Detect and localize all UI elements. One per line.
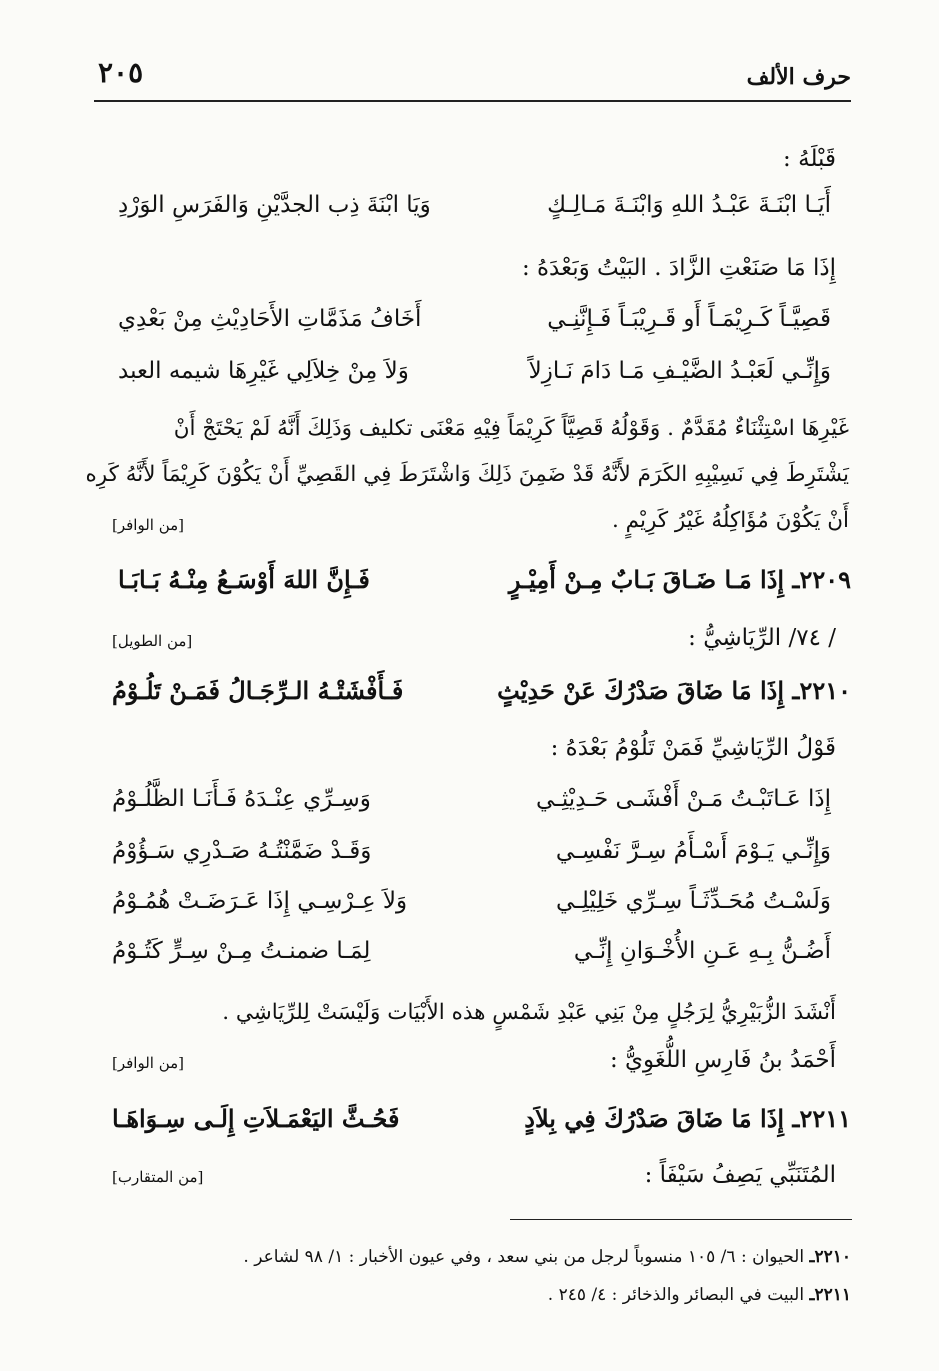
verse-second-half: لِمَـا ضمنـتُ مِـنْ سِـرٍّ كَتُـوْمُ — [112, 938, 371, 964]
poet-name: المُتَنَبِّي يَصِفُ سَيْفَاً : — [644, 1162, 836, 1188]
poet-name: أَحْمَدُ بنُ فَارِسِ اللُّغَوِيُّ : — [609, 1047, 836, 1073]
header-rule — [94, 100, 851, 102]
section-title: حرف الألف — [746, 64, 851, 90]
verse-first-half: أَضُـنُّ بِـهِ عَـنِ الأُخْـوَانِ إِنِّـي — [573, 938, 831, 964]
numbered-verse-first-half: ٢٢١٠ـ إِذَا مَا ضَاقَ صَدْرُكَ عَنْ حَدِيْثٍ — [497, 676, 851, 705]
numbered-verse-second-half: فَـأَفْشَتْـهُ الـرِّجَـالُ فَمَـنْ تَلُـوْمُ — [112, 676, 404, 705]
meter-label: [من الوافر] — [112, 1054, 185, 1072]
verse-first-half: قَصِيَّـاً كَـرِيْمَـاً أَو قَـرِيْبَـاً فَـإِنَّنِـي — [547, 306, 831, 332]
numbered-verse-first-half: ٢٢١١ـ إِذَا مَا ضَاقَ صَدْرُكَ فِي بِلاَدٍ — [524, 1104, 851, 1133]
paragraph-line: غَيْرِهَا اسْتِثْنَاءٌ مُقَدَّمٌ . وَقَوْلُهُ قَصِيَّاً كَرِيْمَاً فِيْهِ مَعْنَى تكليف وَذَلِكَ أَنَّهُ لَمْ يَحْتَجْ أَنْ — [173, 416, 849, 441]
verse-second-half: وَيَا ابْنَةَ ذِب الجدَّيْنِ وَالفَرَسِ الوَرْدِ — [118, 192, 431, 218]
verse-first-half: أَيَـا ابْنَـةَ عَبْـدُ اللهِ وَابْنَـةَ مَـالِـكٍ — [547, 192, 831, 218]
verse-first-half: وَلَسْـتُ مُحَـدِّثَـاً سِـرِّي خَلِيْلِـي — [555, 888, 831, 914]
numbered-verse-second-half: فَـإِنَّ اللهَ أَوْسَـعُ مِنْـهُ بَـابَـا — [118, 565, 370, 594]
footnote-rule — [510, 1219, 852, 1220]
verse-second-half: وَلاَ عِـرْسِـي إِذَا عَـرَضَـتْ هُمُـوْمُ — [112, 888, 408, 914]
footnote-text: الحيوان : ٦/ ١٠٥ منسوباً لرجل من بني سعد ، وفي عيون الأخبار : ١/ ٩٨ لشاعر . — [243, 1247, 805, 1267]
paragraph-line: يَشْتَرِطَ فِي نَسِيْبِهِ الكَرَمَ لأَنَّهُ قَدْ ضَمِنَ ذَلِكَ وَاشْتَرَطَ فِي القَصِيِّ أَنْ يَكُوْنَ كَرِيْمَاً لأَنَّهُ كَرِه — [85, 462, 849, 487]
meter-label: [من الطويل] — [112, 632, 193, 650]
verse-second-half: وَقَـدْ ضَمَّنْتُـهُ صَـدْرِي سَـؤُوْمُ — [112, 838, 372, 864]
verse-first-half: وَإِنِّـي لَعَبْـدُ الضَّيْـفِ مَـا دَامَ نَـازِلاً — [528, 358, 831, 384]
poet-name: / ٧٤/ الرِّيَاشِيُّ : — [688, 625, 836, 651]
verse-first-half: وَإِنِّـي يَـوْمَ أَسْـأَمُ سِـرَّ نَفْسِـي — [555, 838, 831, 864]
text-line: قَوْلُ الرِّيَاشِيِّ فَمَنْ تَلُوْمُ بَعْدَهُ : — [550, 735, 836, 761]
meter-label: [من الوافر] — [112, 516, 185, 534]
numbered-verse-first-half: ٢٢٠٩ـ إِذَا مَـا ضَـاقَ بَـابٌ مِـنْ أَمِيْـرٍ — [508, 565, 851, 594]
numbered-verse-second-half: فَحُـثَّ اليَعْمَـلاَتِ إِلَـى سِـوَاهَـا — [112, 1104, 400, 1133]
text-line: إِذَا مَا صَنَعْتِ الزَّادَ . البَيْتُ وَبَعْدَهُ : — [521, 255, 836, 281]
footnote — [548, 1285, 851, 1305]
verse-second-half: وَلاَ مِنْ خِلاَلِي غَيْرِهَا شيمه العبد — [118, 358, 409, 384]
verse-second-half: وَسِـرِّي عِنْـدَهُ فَـأَنَـا الظَّلُـوْمُ — [112, 786, 371, 812]
verse-second-half: أَخَافُ مَذَمَّاتِ الأَحَادِيْثِ مِنْ بَعْدِي — [118, 306, 422, 332]
paragraph-line: أَنْ يَكُوْنَ مُؤَاكِلُهُ غَيْرُ كَرِيْمٍ . — [612, 508, 849, 533]
meter-label: [من المتقارب] — [112, 1168, 204, 1186]
text-line: قَبْلَهُ : — [783, 146, 836, 172]
text-line: أَنْشَدَ الزُّبَيْرِيُّ لِرَجُلٍ مِنْ بَنِي عَبْدِ شَمْسٍ هذه الأَبْيَات وَلَيْسَتْ لِلرِّيَاشِي . — [222, 1000, 836, 1025]
footnote-number: ٢٢١٠ـ — [809, 1247, 851, 1267]
verse-first-half: إِذَا عَـاتَبْـتُ مَـنْ أَفْشَـى حَـدِيْثِـي — [535, 786, 831, 812]
footnote-text: البيت في البصائر والذخائر : ٤/ ٢٤٥ . — [547, 1285, 805, 1305]
footnote-number: ٢٢١١ـ — [809, 1285, 851, 1305]
footnote — [243, 1247, 851, 1267]
page-number: ٢٠٥ — [98, 56, 144, 89]
